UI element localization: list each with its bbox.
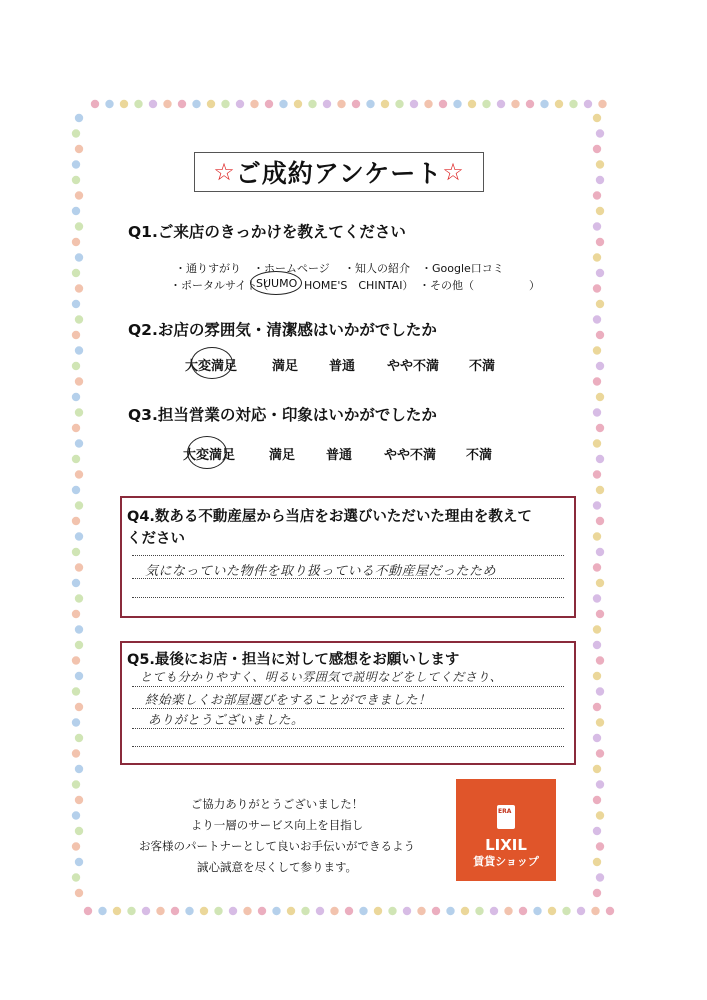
border-dot	[381, 100, 389, 108]
border-dot	[75, 253, 83, 261]
border-dot	[548, 907, 556, 915]
border-dot	[593, 439, 601, 447]
border-dot	[75, 346, 83, 354]
border-dot	[593, 377, 601, 385]
border-dot	[606, 907, 614, 915]
q1-option-google[interactable]: ・Google口コミ	[421, 262, 504, 275]
q5-answer-line-2[interactable]: 終始楽しくお部屋選びをすることができました！	[145, 692, 432, 707]
border-dot	[75, 889, 83, 897]
border-dot	[366, 100, 374, 108]
border-dot	[540, 100, 548, 108]
border-dot	[91, 100, 99, 108]
border-dot	[75, 145, 83, 153]
border-dot	[533, 907, 541, 915]
border-dot	[72, 842, 80, 850]
border-dot	[127, 907, 135, 915]
border-dot	[424, 100, 432, 108]
closing-line: 誠心誠意を尽くして参ります。	[196, 860, 358, 874]
border-dot	[72, 610, 80, 618]
border-dot	[72, 362, 80, 370]
border-dot	[490, 907, 498, 915]
q3-rating-very-satisfied[interactable]: 大変満足	[183, 448, 236, 463]
border-dot	[596, 610, 604, 618]
q4-label: Q4.数ある不動産屋から当店をお選びいただいた理由を教えて	[127, 509, 532, 525]
border-dot	[75, 641, 83, 649]
border-dot	[596, 424, 604, 432]
border-dot	[593, 563, 601, 571]
selection-circle	[191, 347, 233, 379]
border-dot	[596, 269, 604, 277]
border-dot	[593, 191, 601, 199]
border-dot	[562, 907, 570, 915]
q2-rating-satisfied[interactable]: 満足	[272, 359, 299, 374]
selection-circle	[250, 271, 302, 295]
q1-option-other[interactable]: ・その他（ ）	[419, 279, 540, 292]
border-dot	[569, 100, 577, 108]
border-dot	[432, 907, 440, 915]
border-dot	[75, 408, 83, 416]
border-dot	[596, 873, 604, 881]
border-dot	[72, 455, 80, 463]
q3-label: Q3.担当営業の対応・印象はいかがでしたか	[128, 406, 437, 424]
border-dot	[301, 907, 309, 915]
border-dot	[593, 408, 601, 416]
border-dot	[497, 100, 505, 108]
border-dot	[330, 907, 338, 915]
border-dot	[596, 455, 604, 463]
star-icon: ☆	[213, 158, 236, 186]
border-dot	[593, 858, 601, 866]
border-dot	[596, 300, 604, 308]
border-dot	[72, 238, 80, 246]
border-dot	[75, 858, 83, 866]
border-dot	[207, 100, 215, 108]
border-dot	[593, 253, 601, 261]
border-dot	[178, 100, 186, 108]
border-dot	[482, 100, 490, 108]
border-dot	[596, 517, 604, 525]
q2-rating-somewhat-dissatisfied[interactable]: やや不満	[387, 359, 440, 374]
border-dot	[243, 907, 251, 915]
q5-label: Q5.最後にお店・担当に対して感想をお願いします	[127, 652, 460, 668]
border-dot	[388, 907, 396, 915]
border-dot	[453, 100, 461, 108]
lixil-logo	[456, 779, 556, 881]
border-dot	[593, 114, 601, 122]
selection-circle	[187, 436, 227, 469]
border-dot	[337, 100, 345, 108]
logo-shop-name: 賃貸ショップ	[473, 855, 539, 868]
border-dot	[84, 907, 92, 915]
border-dot	[185, 907, 193, 915]
border-dot	[468, 100, 476, 108]
border-dot	[75, 703, 83, 711]
border-dot	[72, 656, 80, 664]
border-dot	[75, 284, 83, 292]
border-dot	[72, 393, 80, 401]
border-dot	[596, 811, 604, 819]
q1-label: Q1.ご来店のきっかけを教えてください	[128, 223, 406, 241]
border-dot	[555, 100, 563, 108]
q1-option-homepage[interactable]: ・ホームページ	[253, 262, 330, 275]
q2-rating-neutral[interactable]: 普通	[329, 359, 356, 374]
border-dot	[446, 907, 454, 915]
border-dot	[75, 222, 83, 230]
border-dot	[461, 907, 469, 915]
border-dot	[192, 100, 200, 108]
q4-answer-text[interactable]: 気になっていた物件を取り扱っている不動産屋だったため	[145, 564, 497, 579]
border-dot	[163, 100, 171, 108]
border-dot	[156, 907, 164, 915]
border-dot	[250, 100, 258, 108]
q3-rating-somewhat-dissatisfied[interactable]: やや不満	[384, 448, 437, 463]
border-dot	[72, 548, 80, 556]
border-dot	[75, 114, 83, 122]
border-dot	[316, 907, 324, 915]
border-dot	[75, 625, 83, 633]
border-dot	[596, 656, 604, 664]
border-dot	[596, 780, 604, 788]
border-dot	[596, 176, 604, 184]
border-dot	[596, 718, 604, 726]
answer-line	[132, 708, 564, 709]
answer-line	[132, 686, 564, 687]
border-dot	[265, 100, 273, 108]
border-dot	[403, 907, 411, 915]
logo-brand: LIXIL	[485, 836, 527, 854]
answer-line	[132, 555, 564, 556]
border-dot	[75, 672, 83, 680]
border-dot	[395, 100, 403, 108]
q3-rating-neutral[interactable]: 普通	[326, 448, 353, 463]
era-text: ERA	[498, 808, 512, 815]
border-dot	[72, 331, 80, 339]
border-dot	[75, 439, 83, 447]
border-dot	[593, 501, 601, 509]
q2-rating-very-satisfied[interactable]: 大変満足	[185, 359, 238, 374]
border-dot	[596, 160, 604, 168]
border-dot	[596, 238, 604, 246]
border-dot	[593, 641, 601, 649]
border-dot	[593, 145, 601, 153]
border-dot	[593, 470, 601, 478]
q1-option-portal[interactable]: ・ポータルサイト（	[170, 279, 269, 292]
border-dot	[229, 907, 237, 915]
closing-line: ご協力ありがとうございました！	[190, 797, 364, 811]
border-dot	[72, 160, 80, 168]
border-dot	[75, 765, 83, 773]
border-dot	[596, 486, 604, 494]
border-dot	[134, 100, 142, 108]
border-dot	[75, 501, 83, 509]
survey-title	[194, 152, 484, 192]
border-dot	[75, 796, 83, 804]
border-dot	[75, 191, 83, 199]
border-dot	[596, 331, 604, 339]
border-dot	[504, 907, 512, 915]
q1-option-suumo[interactable]: SUUMO	[256, 277, 298, 290]
border-dot	[593, 672, 601, 680]
border-dot	[75, 315, 83, 323]
border-dot	[593, 532, 601, 540]
border-dot	[72, 749, 80, 757]
border-dot	[593, 796, 601, 804]
border-dot	[72, 517, 80, 525]
q2-rating-dissatisfied[interactable]: 不満	[469, 359, 496, 374]
border-dot	[72, 424, 80, 432]
border-dot	[511, 100, 519, 108]
border-dot	[294, 100, 302, 108]
border-dot	[593, 284, 601, 292]
border-dot	[72, 129, 80, 137]
border-dot	[75, 594, 83, 602]
border-dot	[75, 532, 83, 540]
q5-answer-line-3[interactable]: ありがとうございました。	[148, 712, 305, 727]
border-dot	[593, 222, 601, 230]
border-dot	[72, 780, 80, 788]
answer-line	[132, 578, 564, 579]
border-dot	[598, 100, 606, 108]
border-dot	[596, 393, 604, 401]
border-dot	[75, 827, 83, 835]
border-dot	[439, 100, 447, 108]
answer-line	[132, 746, 564, 747]
closing-line: より一層のサービス向上を目指し	[190, 818, 364, 832]
q4-label-cont: ください	[127, 531, 185, 547]
q1-option-referral[interactable]: ・知人の紹介	[344, 262, 410, 275]
survey-title-text: ご成約アンケート	[235, 159, 443, 188]
border-dot	[596, 579, 604, 587]
era-icon	[497, 805, 515, 829]
border-dot	[417, 907, 425, 915]
border-dot	[72, 811, 80, 819]
border-dot	[410, 100, 418, 108]
border-dot	[221, 100, 229, 108]
border-dot	[593, 889, 601, 897]
border-dot	[596, 129, 604, 137]
border-dot	[149, 100, 157, 108]
border-dot	[596, 749, 604, 757]
border-dot	[120, 100, 128, 108]
border-dot	[593, 346, 601, 354]
border-dot	[72, 269, 80, 277]
answer-line	[132, 728, 564, 729]
border-dot	[113, 907, 121, 915]
border-dot	[72, 718, 80, 726]
border-dot	[200, 907, 208, 915]
border-dot	[593, 765, 601, 773]
border-dot	[323, 100, 331, 108]
border-dot	[75, 470, 83, 478]
border-dot	[359, 907, 367, 915]
border-dot	[596, 362, 604, 370]
border-dot	[584, 100, 592, 108]
border-dot	[593, 625, 601, 633]
border-dot	[75, 377, 83, 385]
border-dot	[596, 207, 604, 215]
border-dot	[105, 100, 113, 108]
border-dot	[75, 734, 83, 742]
border-dot	[345, 907, 353, 915]
closing-line: お客様のパートナーとして良いお手伝いができるよう	[139, 839, 415, 853]
q1-option-passing[interactable]: ・通りすがり	[175, 262, 241, 275]
border-dot	[519, 907, 527, 915]
closing-message	[112, 794, 442, 878]
q3-rating-dissatisfied[interactable]: 不満	[466, 448, 493, 463]
border-dot	[577, 907, 585, 915]
border-dot	[72, 300, 80, 308]
border-dot	[591, 907, 599, 915]
q5-answer-line-1[interactable]: とても分かりやすく、明るい雰囲気で説明などをしてくださり、	[140, 670, 503, 684]
border-dot	[142, 907, 150, 915]
border-dot	[593, 594, 601, 602]
border-dot	[593, 315, 601, 323]
border-dot	[272, 907, 280, 915]
border-dot	[593, 827, 601, 835]
border-dot	[75, 563, 83, 571]
border-dot	[72, 873, 80, 881]
border-dot	[72, 207, 80, 215]
border-dot	[526, 100, 534, 108]
border-dot	[236, 100, 244, 108]
border-dot	[596, 842, 604, 850]
border-dot	[72, 176, 80, 184]
q2-label: Q2.お店の雰囲気・清潔感はいかがでしたか	[128, 321, 437, 339]
border-dot	[72, 579, 80, 587]
star-icon: ☆	[442, 158, 465, 186]
border-dot	[98, 907, 106, 915]
q1-option-homes-chintai[interactable]: HOME'S CHINTAI）	[304, 279, 414, 292]
border-dot	[287, 907, 295, 915]
q3-rating-satisfied[interactable]: 満足	[269, 448, 296, 463]
border-dot	[279, 100, 287, 108]
border-dot	[374, 907, 382, 915]
border-dot	[475, 907, 483, 915]
border-dot	[596, 687, 604, 695]
border-dot	[72, 486, 80, 494]
border-dot	[258, 907, 266, 915]
border-dot	[72, 687, 80, 695]
border-dot	[593, 734, 601, 742]
border-dot	[308, 100, 316, 108]
border-dot	[596, 548, 604, 556]
answer-line	[132, 597, 564, 598]
border-dot	[214, 907, 222, 915]
border-dot	[593, 703, 601, 711]
border-dot	[352, 100, 360, 108]
border-dot	[171, 907, 179, 915]
